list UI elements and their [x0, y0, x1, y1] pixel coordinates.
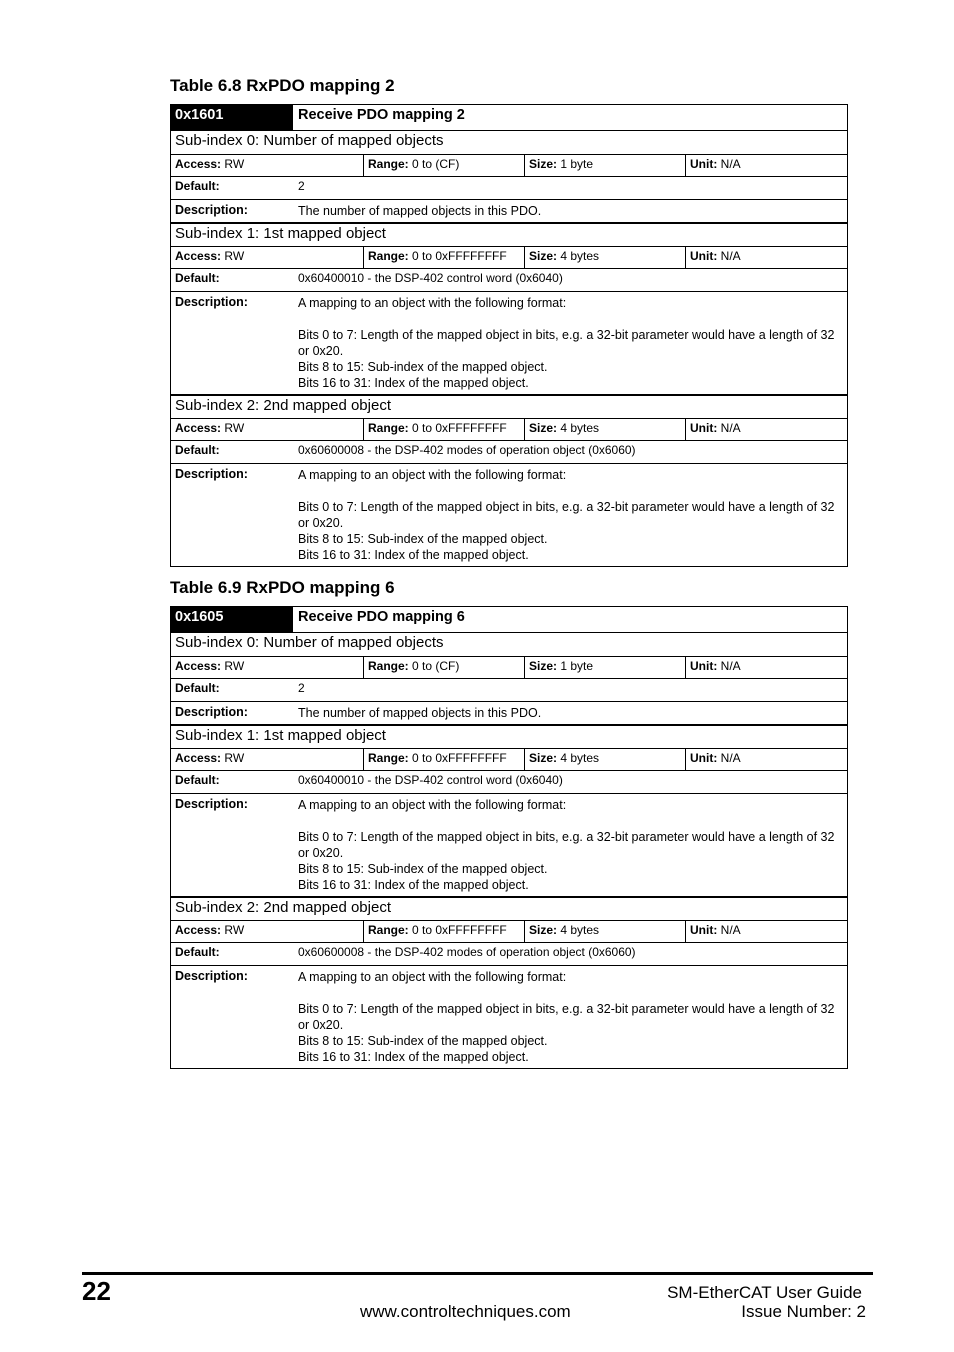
default-row: Default: 0x60600008 - the DSP-402 modes of operation object (0x6060): [171, 441, 847, 464]
default-row: Default: 2: [171, 177, 847, 200]
access-cell: Access: RW: [171, 155, 364, 176]
size-cell: Size: 1 byte: [525, 155, 686, 176]
param-row: [171, 419, 847, 441]
param-row: [171, 657, 847, 679]
default-value: 0x60600008 - the DSP-402 modes of operation object (0x6060): [298, 443, 636, 457]
range-cell: Range: 0 to 0xFFFFFFFF: [364, 921, 525, 942]
default-value: 0x60400010 - the DSP-402 control word (0x6040): [298, 271, 563, 285]
size-cell: Size: 4 bytes: [525, 921, 686, 942]
sub-index-title: Sub-index 0: Number of mapped objects: [171, 633, 847, 657]
default-value: 0x60600008 - the DSP-402 modes of operation object (0x6060): [298, 945, 636, 959]
table-caption: Table 6.9 RxPDO mapping 6: [170, 578, 395, 597]
table-caption: Table 6.8 RxPDO mapping 2: [170, 76, 395, 95]
description-text: A mapping to an object with the following format: Bits 0 to 7: Length of the mapped object in bits, e.g. a 32-bit parameter would have a length of 32 or 0x20. Bits 8 to 15: Sub-index of the mapped object. Bits 16 to 31: Index of the mapped object.: [298, 468, 835, 562]
description-text: A mapping to an object with the following format: Bits 0 to 7: Length of the mapped object in bits, e.g. a 32-bit parameter would have a length of 32 or 0x20. Bits 8 to 15: Sub-index of the mapped object. Bits 16 to 31: Index of the mapped object.: [298, 970, 835, 1064]
unit-cell: Unit: N/A: [690, 923, 741, 937]
table-header: [171, 607, 847, 633]
description-text: The number of mapped objects in this PDO.: [298, 204, 542, 218]
param-row: [171, 749, 847, 771]
default-value: 2: [298, 179, 305, 193]
access-cell: Access: RW: [171, 419, 364, 440]
description-text: The number of mapped objects in this PDO.: [298, 706, 542, 720]
description-text: A mapping to an object with the following format: Bits 0 to 7: Length of the mapped object in bits, e.g. a 32-bit parameter would have a length of 32 or 0x20. Bits 8 to 15: Sub-index of the mapped object. Bits 16 to 31: Index of the mapped object.: [298, 798, 835, 892]
description-row: Description: A mapping to an object with the following format: Bits 0 to 7: Length of the mapped object in bits, e.g. a 32-bit parameter would have a length of 32 or 0x20. Bits 8 to 15: Sub-index of the mapped object. Bits 16 to 31: Index of the mapped object.: [171, 794, 847, 897]
guide-title: SM-EtherCAT User Guide: [667, 1283, 862, 1302]
pdo-table: [170, 606, 848, 1069]
description-text: A mapping to an object with the following format: Bits 0 to 7: Length of the mapped object in bits, e.g. a 32-bit parameter would have a length of 32 or 0x20. Bits 8 to 15: Sub-index of the mapped object. Bits 16 to 31: Index of the mapped object.: [298, 296, 835, 390]
size-cell: Size: 1 byte: [525, 657, 686, 678]
range-cell: Range: 0 to 0xFFFFFFFF: [364, 749, 525, 770]
pdo-table: [170, 104, 848, 567]
description-row: Description: A mapping to an object with the following format: Bits 0 to 7: Length of the mapped object in bits, e.g. a 32-bit parameter would have a length of 32 or 0x20. Bits 8 to 15: Sub-index of the mapped object. Bits 16 to 31: Index of the mapped object.: [171, 292, 847, 395]
access-cell: Access: RW: [171, 247, 364, 268]
default-value: 2: [298, 681, 305, 695]
param-row: [171, 921, 847, 943]
unit-cell: Unit: N/A: [690, 157, 741, 171]
sub-index-title: Sub-index 1: 1st mapped object: [171, 223, 847, 247]
issue-number: Issue Number: 2: [741, 1302, 866, 1321]
website-link[interactable]: www.controltechniques.com: [360, 1302, 571, 1321]
default-row: Default: 0x60400010 - the DSP-402 control word (0x6040): [171, 771, 847, 794]
page-number: 22: [82, 1276, 111, 1306]
object-index: 0x1601: [171, 105, 293, 130]
default-row: Default: 2: [171, 679, 847, 702]
sub-index-title: Sub-index 0: Number of mapped objects: [171, 131, 847, 155]
unit-cell: Unit: N/A: [690, 751, 741, 765]
default-row: Default: 0x60600008 - the DSP-402 modes of operation object (0x6060): [171, 943, 847, 966]
default-value: 0x60400010 - the DSP-402 control word (0x6040): [298, 773, 563, 787]
range-cell: Range: 0 to (CF): [364, 657, 525, 678]
sub-index-title: Sub-index 2: 2nd mapped object: [171, 897, 847, 921]
access-cell: Access: RW: [171, 657, 364, 678]
sub-index-title: Sub-index 2: 2nd mapped object: [171, 395, 847, 419]
sub-index-title: Sub-index 1: 1st mapped object: [171, 725, 847, 749]
description-row: Description: A mapping to an object with the following format: Bits 0 to 7: Length of the mapped object in bits, e.g. a 32-bit parameter would have a length of 32 or 0x20. Bits 8 to 15: Sub-index of the mapped object. Bits 16 to 31: Index of the mapped object.: [171, 464, 847, 566]
param-row: [171, 155, 847, 177]
param-row: [171, 247, 847, 269]
range-cell: Range: 0 to 0xFFFFFFFF: [364, 419, 525, 440]
description-row: Description: A mapping to an object with the following format: Bits 0 to 7: Length of the mapped object in bits, e.g. a 32-bit parameter would have a length of 32 or 0x20. Bits 8 to 15: Sub-index of the mapped object. Bits 16 to 31: Index of the mapped object.: [171, 966, 847, 1068]
unit-cell: Unit: N/A: [690, 659, 741, 673]
default-row: Default: 0x60400010 - the DSP-402 control word (0x6040): [171, 269, 847, 292]
description-row: Description: The number of mapped objects in this PDO.: [171, 702, 847, 725]
footer-rule: [82, 1272, 873, 1275]
range-cell: Range: 0 to (CF): [364, 155, 525, 176]
object-name: Receive PDO mapping 6: [298, 609, 465, 625]
size-cell: Size: 4 bytes: [525, 247, 686, 268]
object-name: Receive PDO mapping 2: [298, 107, 465, 123]
size-cell: Size: 4 bytes: [525, 419, 686, 440]
unit-cell: Unit: N/A: [690, 421, 741, 435]
object-index: 0x1605: [171, 607, 293, 632]
access-cell: Access: RW: [171, 921, 364, 942]
range-cell: Range: 0 to 0xFFFFFFFF: [364, 247, 525, 268]
description-row: Description: The number of mapped objects in this PDO.: [171, 200, 847, 223]
access-cell: Access: RW: [171, 749, 364, 770]
unit-cell: Unit: N/A: [690, 249, 741, 263]
table-header: [171, 105, 847, 131]
size-cell: Size: 4 bytes: [525, 749, 686, 770]
